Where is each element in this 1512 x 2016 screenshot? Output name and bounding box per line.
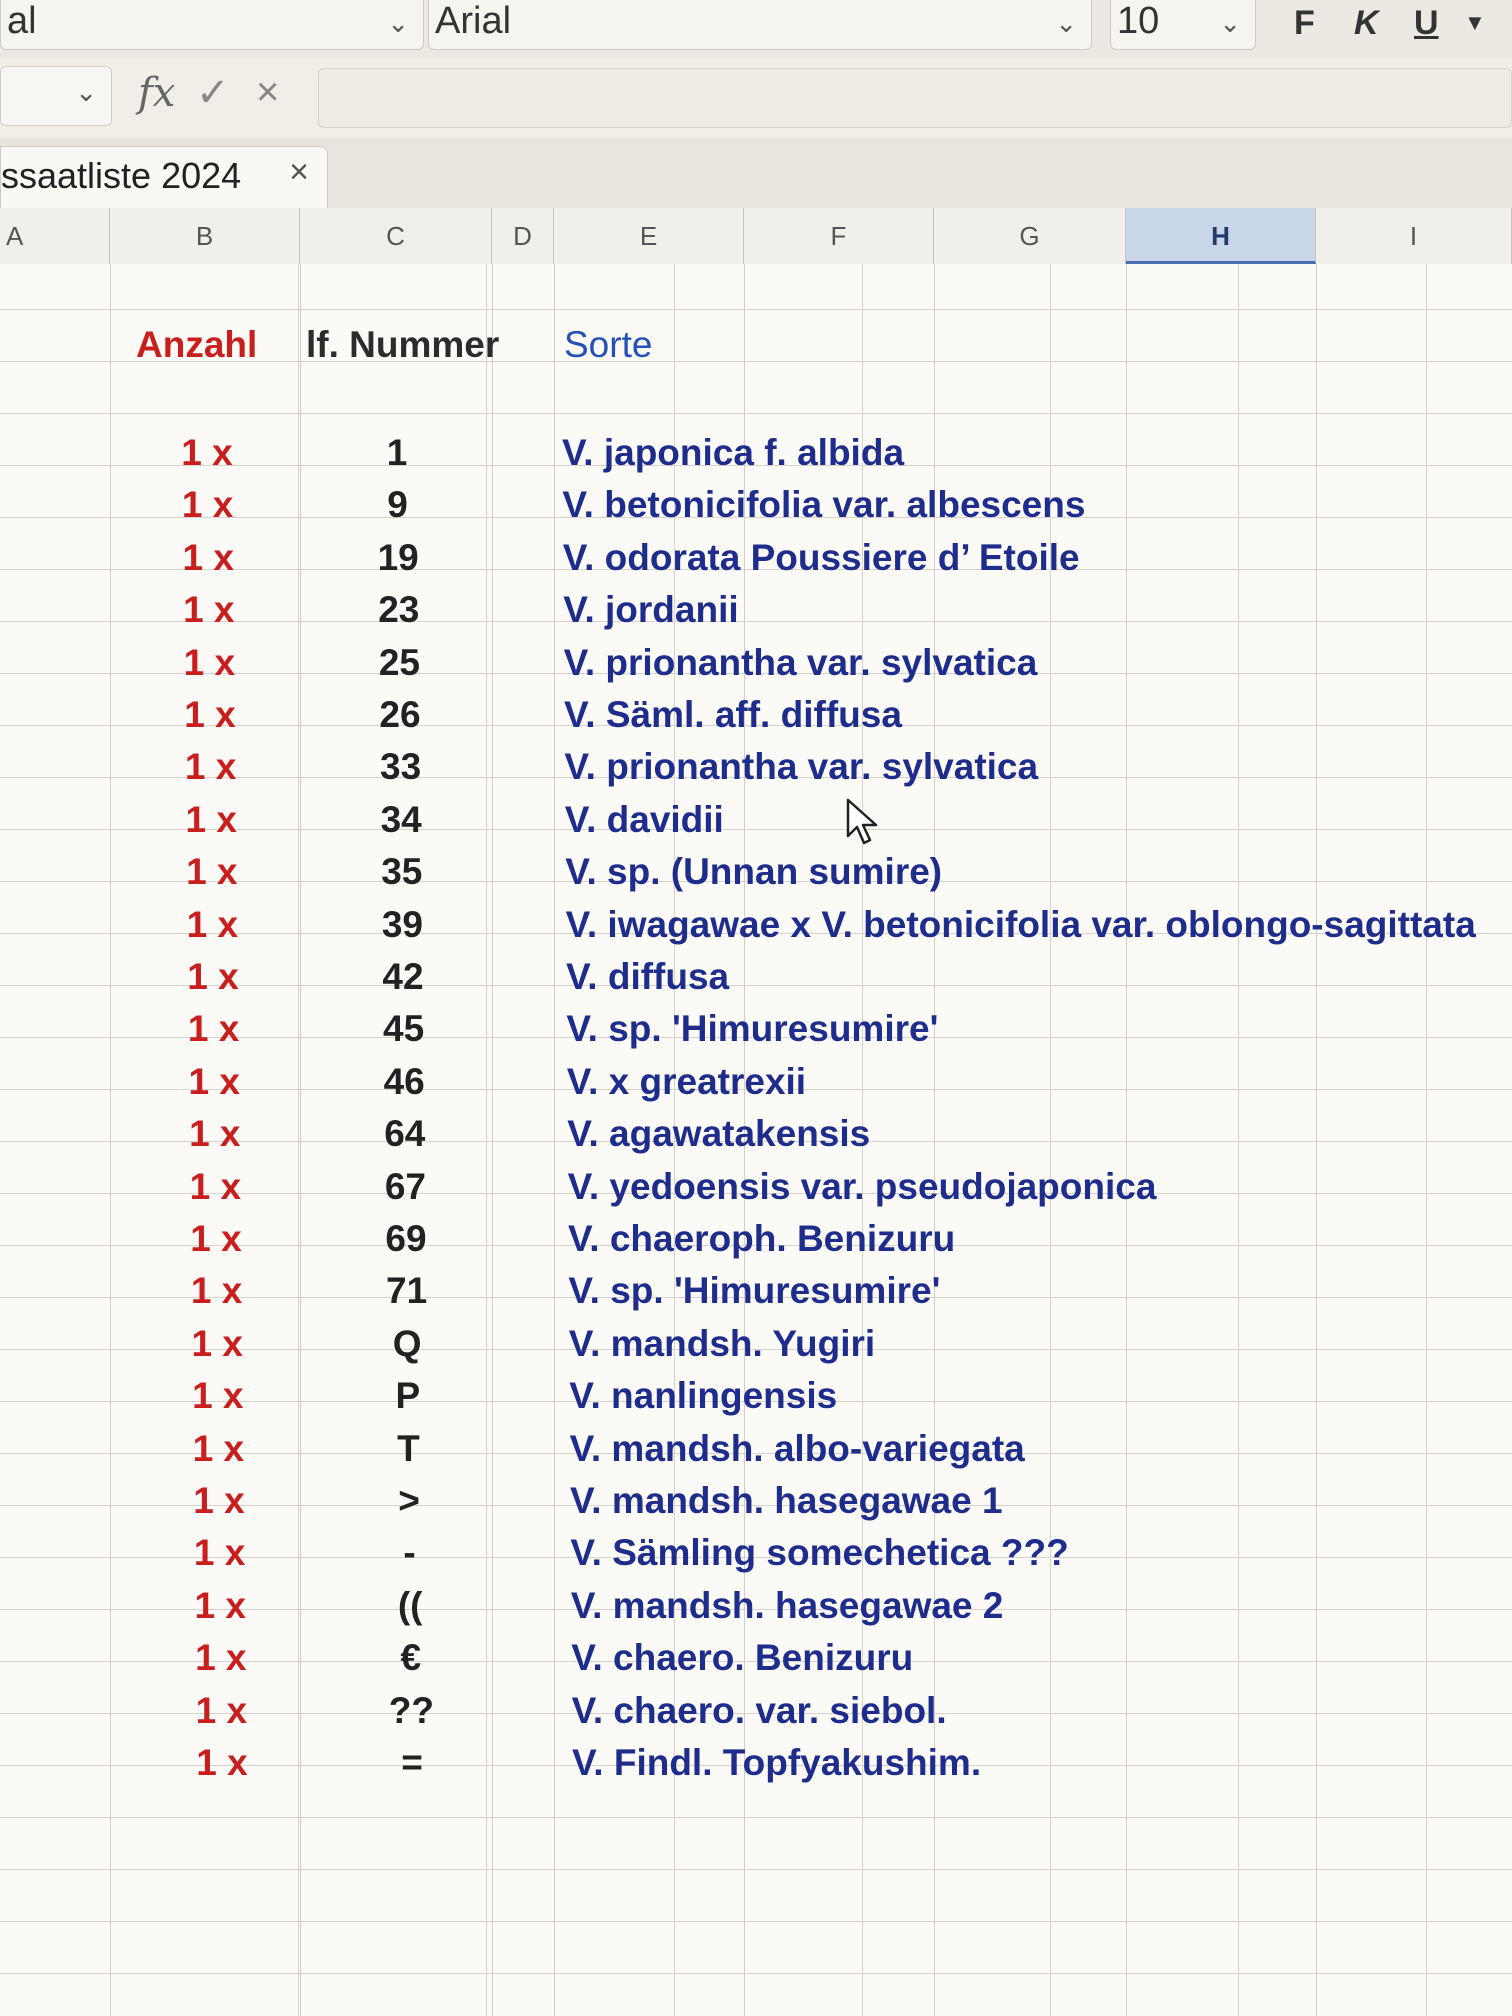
cell-sorte[interactable]: V. mandsh. hasegawae 2 <box>570 1585 1004 1626</box>
header-sorte[interactable]: Sorte <box>564 324 653 365</box>
grid-divider <box>1316 264 1317 2016</box>
font-size-dropdown[interactable] <box>1110 0 1256 50</box>
cell-anzahl[interactable]: 1 x <box>189 1166 242 1207</box>
cell-nummer[interactable]: T <box>397 1428 420 1469</box>
cell-anzahl[interactable]: 1 x <box>183 589 235 630</box>
grid-divider <box>110 264 111 2016</box>
cell-nummer[interactable]: 1 <box>386 432 408 473</box>
function-wizard-button[interactable]: fx <box>138 70 176 116</box>
italic-button[interactable]: K <box>1354 4 1379 42</box>
document-tab-bar <box>0 138 1512 208</box>
cell-nummer[interactable]: 39 <box>381 904 423 945</box>
cell-nummer[interactable]: 67 <box>384 1166 426 1207</box>
grid-divider <box>300 264 301 2016</box>
cell-anzahl[interactable]: 1 x <box>190 1218 242 1259</box>
column-header-g[interactable]: G <box>934 208 1126 264</box>
column-header-a[interactable]: A <box>0 208 110 264</box>
style-value: al <box>7 0 37 42</box>
cell-sorte[interactable]: V. jordanii <box>563 589 739 630</box>
name-box[interactable] <box>0 66 112 126</box>
cell-nummer[interactable]: 42 <box>382 956 424 997</box>
column-header-c[interactable]: C <box>300 208 492 264</box>
cell-sorte[interactable]: V. mandsh. albo-variegata <box>569 1428 1025 1469</box>
format-toolbar <box>0 0 1512 59</box>
column-header-b[interactable]: B <box>110 208 300 264</box>
cell-anzahl[interactable]: 1 x <box>181 432 233 473</box>
cell-sorte[interactable]: V. japonica f. albida <box>562 432 905 473</box>
cell-nummer[interactable]: 9 <box>387 484 408 525</box>
font-size-value: 10 <box>1117 0 1160 42</box>
cell-sorte[interactable]: V. sp. (Unnan sumire) <box>565 851 943 892</box>
cell-anzahl[interactable]: 1 x <box>196 1742 248 1783</box>
cell-nummer[interactable]: 45 <box>383 1008 425 1049</box>
cell-nummer[interactable]: 71 <box>386 1270 428 1311</box>
column-header-d[interactable]: D <box>492 208 554 264</box>
cell-anzahl[interactable]: 1 x <box>186 851 238 892</box>
cell-sorte[interactable]: V. mandsh. Yugiri <box>568 1323 876 1364</box>
cell-nummer[interactable]: (( <box>397 1585 423 1626</box>
column-header-f[interactable]: F <box>744 208 934 264</box>
formula-input[interactable] <box>318 68 1512 128</box>
cell-sorte[interactable]: V. nanlingensis <box>569 1375 838 1416</box>
cell-anzahl[interactable]: 1 x <box>185 799 237 840</box>
cell-nummer[interactable]: 69 <box>385 1218 427 1259</box>
cell-anzahl[interactable]: 1 x <box>190 1270 243 1311</box>
cell-anzahl[interactable]: 1 x <box>192 1375 244 1416</box>
cell-sorte[interactable]: V. prionantha var. sylvatica <box>564 746 1039 787</box>
grid-divider <box>1126 264 1127 2016</box>
cell-nummer[interactable]: 26 <box>379 694 421 735</box>
chevron-down-icon: ⌄ <box>75 77 97 107</box>
cell-nummer[interactable]: 19 <box>377 537 419 578</box>
header-nummer[interactable]: lf. Nummer <box>306 324 500 365</box>
cell-sorte[interactable]: V. chaero. var. siebol. <box>571 1690 947 1731</box>
cell-sorte[interactable]: V. Sämling somechetica ??? <box>570 1532 1069 1573</box>
cell-sorte[interactable]: V. Findl. Topfyakushim. <box>572 1742 982 1783</box>
chevron-down-icon: ⌄ <box>1055 8 1077 38</box>
cell-sorte[interactable]: V. betonicifolia var. albescens <box>562 484 1086 525</box>
cell-anzahl[interactable]: 1 x <box>187 956 239 997</box>
cell-nummer[interactable]: 46 <box>383 1061 425 1102</box>
font-name-dropdown[interactable] <box>428 0 1092 50</box>
cell-sorte[interactable]: V. davidii <box>564 799 724 840</box>
cell-nummer[interactable]: P <box>395 1375 421 1416</box>
cell-sorte[interactable]: V. x greatrexii <box>566 1061 807 1102</box>
column-header-i[interactable]: I <box>1316 208 1512 264</box>
cell-anzahl[interactable]: 1 x <box>191 1323 243 1364</box>
bold-button[interactable]: F <box>1294 4 1315 42</box>
column-header-h[interactable]: H <box>1126 208 1316 264</box>
cell-nummer[interactable]: Q <box>392 1323 422 1364</box>
cell-nummer[interactable]: - <box>403 1532 416 1573</box>
cell-anzahl[interactable]: 1 x <box>183 642 236 683</box>
cell-sorte[interactable]: V. chaeroph. Benizuru <box>568 1218 956 1259</box>
cell-anzahl[interactable]: 1 x <box>188 1061 240 1102</box>
cell-sorte[interactable]: V. yedoensis var. pseudojaponica <box>567 1166 1157 1207</box>
grid-divider <box>554 264 555 2016</box>
cell-nummer[interactable]: € <box>400 1637 422 1678</box>
cell-anzahl[interactable]: 1 x <box>184 694 236 735</box>
chevron-down-icon: ⌄ <box>1219 8 1241 38</box>
cell-sorte[interactable]: V. mandsh. hasegawae 1 <box>570 1480 1003 1521</box>
cell-nummer[interactable]: ?? <box>388 1690 434 1731</box>
cell-anzahl[interactable]: 1 x <box>193 1532 246 1573</box>
cell-nummer[interactable]: = <box>401 1742 423 1783</box>
close-icon[interactable]: × <box>289 153 309 191</box>
cell-sorte[interactable]: V. chaero. Benizuru <box>571 1637 914 1678</box>
cell-sorte[interactable]: V. sp. 'Himuresumire' <box>566 1008 939 1049</box>
chevron-down-icon: ⌄ <box>387 8 409 38</box>
cell-sorte[interactable]: V. diffusa <box>566 956 730 997</box>
font-name-value: Arial <box>435 0 512 42</box>
cell-sorte[interactable]: V. odorata Poussiere d’ Etoile <box>562 537 1080 578</box>
cancel-icon[interactable]: × <box>256 70 280 114</box>
style-dropdown[interactable] <box>0 0 424 50</box>
cell-nummer[interactable]: 35 <box>381 851 423 892</box>
underline-options-icon[interactable]: ▼ <box>1464 10 1486 35</box>
cell-anzahl[interactable]: 1 x <box>187 1008 240 1049</box>
cell-nummer[interactable]: 25 <box>378 642 420 683</box>
document-tab[interactable] <box>0 146 328 208</box>
cell-anzahl[interactable]: 1 x <box>195 1637 247 1678</box>
column-header-e[interactable]: E <box>554 208 744 264</box>
cell-anzahl[interactable]: 1 x <box>184 746 237 787</box>
cell-anzahl[interactable]: 1 x <box>189 1113 241 1154</box>
cell-anzahl[interactable]: 1 x <box>194 1585 246 1626</box>
cell-sorte[interactable]: V. iwagawae x V. betonicifolia var. oblongo-sagittata <box>565 904 1476 945</box>
cell-nummer[interactable]: 64 <box>384 1113 426 1154</box>
underline-button[interactable]: U <box>1414 4 1439 42</box>
cell-nummer[interactable]: 34 <box>380 799 422 840</box>
accept-icon[interactable]: ✓ <box>196 71 230 115</box>
cell-sorte[interactable]: V. agawatakensis <box>567 1113 871 1154</box>
cell-nummer[interactable]: > <box>398 1480 420 1521</box>
formula-bar <box>0 58 1512 139</box>
cell-anzahl[interactable]: 1 x <box>186 904 239 945</box>
grid-divider <box>492 264 493 2016</box>
cell-anzahl[interactable]: 1 x <box>192 1428 245 1469</box>
document-tab-label: ssaatliste 2024 <box>1 155 242 196</box>
cell-sorte[interactable]: V. sp. 'Himuresumire' <box>568 1270 941 1311</box>
mouse-pointer-icon <box>846 798 880 846</box>
cell-nummer[interactable]: 23 <box>378 589 420 630</box>
cell-anzahl[interactable]: 1 x <box>195 1690 248 1731</box>
cell-sorte[interactable]: V. prionantha var. sylvatica <box>563 642 1038 683</box>
cell-sorte[interactable]: V. Säml. aff. diffusa <box>564 694 902 735</box>
column-headers <box>0 208 1512 265</box>
header-anzahl[interactable]: Anzahl <box>136 324 258 365</box>
cell-nummer[interactable]: 33 <box>380 746 422 787</box>
cell-anzahl[interactable]: 1 x <box>181 484 234 525</box>
cell-anzahl[interactable]: 1 x <box>193 1480 245 1521</box>
cell-anzahl[interactable]: 1 x <box>182 537 234 578</box>
